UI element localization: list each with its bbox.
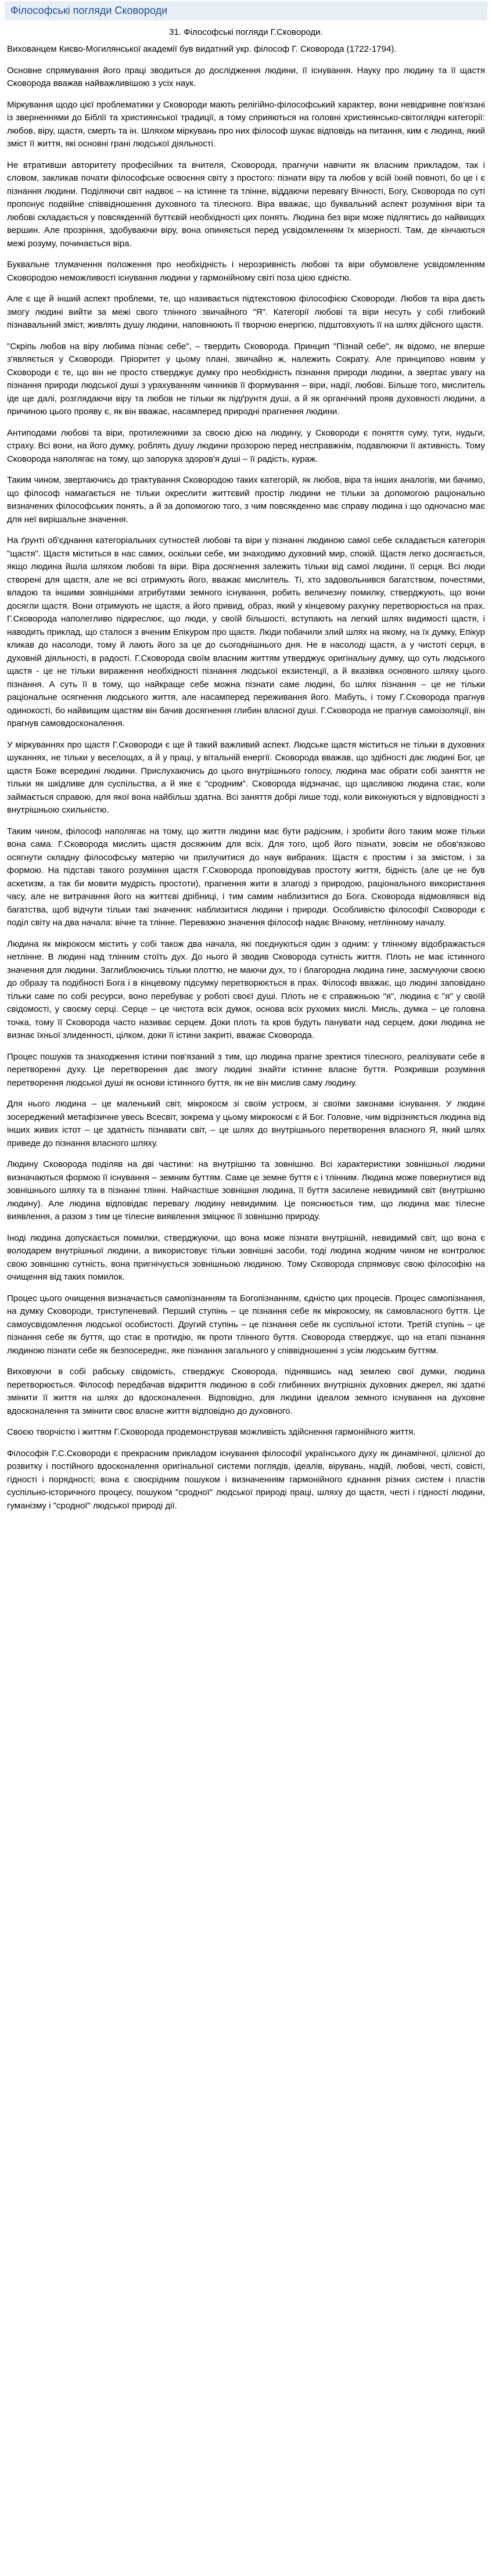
paragraph: Міркування щодо цієї проблематики у Сковороди мають релігійно-філософський характер, вони невідривне пов'язані із зверненнями до Біблії та християнської традиції, а тому сприяються на головні християнсько-світоглядні категорії: любов, віру, щастя, смерть та ін. Шляхом міркувань про них філософ шукає відповідь на питання, ким є людина, який зміст її життя, які основні грані людської діяльності. [7,99,485,149]
paragraph: У міркуваннях про щастя Г.Сковороди є ще й такий важливий аспект. Людське щастя міститься не тільки в духовних шуканнях, не тільки у веселощах, а й у праці, у вітальній енергії. Сковорода вважав, що здібності дає людині Бог, це щастя Боже всередині людини. Прислухаючись до цього внутрішнього голосу, людина має обрати собі заняття не тільки як шкідливе для суспільства, а й яке є "сродним". Сковорода відзначає, що щасливою людина стає, коли займається справою, для якої вона найбільш здатна. Всі заняття добрі лише тоді, коли виконуються у відповідності з внутрішньою схильністю. [7,739,485,815]
paragraph: Філософія Г.С.Сковороди є прекрасним прикладом існування філософії українського духу як динамічної, цілісної до розвитку і постійного вдосконалення оригінальної системи поглядів, ідеалів, вірувань, надій, любові, честі, совісті, гідності і порядності; вона є своєрідним пошуком і визначенням гармонійного єднання різних систем і пластів суспільно-історичного процесу, пошуком "сродної" людської природі праці, шляху до щастя, честі і гідності людини, гуманізму і "сродної" людської природі дії. [7,1448,485,1511]
paragraph: Основне спрямування його праці зводиться до дослідження людини, її існування. Науку про людину та її щастя Сковорода вважав найважливішою з усіх наук. [7,65,485,88]
paragraph: На ґрунті об'єднання категоріальних сутностей любові та віри у пізнанні людиною самої себе складається категорія "щастя". Щастя міститься в нас самих, оскільки себе, ми знаходимо духовний мир, спокій. Щастя легко досягається, якщо людина йшла шляхом любові та віри. Віра досягнення залежить тільки від самої людини, її серця. Всі люди створені для щастя, але не всі отримують його, вважає мислитель. Ті, хто задовольнився багатством, почестями, владою та іншими зовнішніми атрибутами земного існування, робить величезну помилку, стверджують, що вони досягли щастя. Вони отримують не щастя, а його привид, образ, який у кінцевому рахунку перетворюється на прах. Г.Сковорода наполегливо підкреслює, що люди, у своїй більшості, вступають на легкий шлях видимості щастя, і наводить приклад, що сталося з вченим Епікуром про щастя. Люди побачили злий шлях на якому, на їх думку, Епікур кликав до насолоди, тому й лають його за це до сьогоднішнього дня. Не в насолоді щастя, а у чистоті серця, в духовній діяльності, в радості. Г.Сковорода своїм власним життям утверджує оригінальну думку, що суть людського щастя - це не тільки вираження необхідності пізнання людської екзистенції, а й вказівка основного шляху цього пізнання. А суть її в тому, що найкраще себе можна пізнати саме людині, бо шлях пізнання – це не тільки раціональне осягнення людського життя, але насамперед переживання його. Мабуть, і тому Г.Сковорода прагнув одинокості, бо найвищим щастям він бачив досягнення глибин власної душі. Г.Сковорода не прагнув самоізоляції, він прагнув самовдосконалення. [7,536,485,728]
paragraph: Таким чином, звертаючись до трактування Сковородою таких категорій, як любов, віра та інших аналогів, ми бачимо, що філософ намагається не тільки окреслити життєвий простір людини не тільки за допомогою раціонально визначених філософських понять, а й за допомогою того, з чим повсякденно має справу людина і що одночасно має для неї вирішальне значення. [7,475,485,524]
paragraph: Не втративши авторитету професійних та вчителя, Сковорода, прагнучи навчити як власним прикладом, так і словом, закликав почати філософське освоєння світу з простого: пізнати віру та любов у всій їхній повноті, бо це і є пізнання людини. Поділяючи світ надвоє – на істинне та тлінне, віддаючи перевагу Вічності, Богу, Сковорода по суті пропонує подвійне співвідношення духовного та тілесного. Віра вважає, що буквальний аспект розуміння віри та любові складається у повсякденній буттєвій необхідності цих понять. Людина без віри може підлягтись до найвищих вершин. Але прозріння, здобуваючи віру, вона опиняється перед усвідомленням їх мізерності. Там, де кінчаються межі розуму, починається віра. [7,160,485,249]
paragraph: Для нього людина – це маленький світ, мікрокосм зі своїм устроєм, зі своїми законами існування. У людині зосереджений метафізичне увесь Всесвіт, зокрема у цьому мікрокосмі є й Бог. Головне, чим відрізняється людина від інших живих істот – це здатність пізнавати світ, – це шлях до внутрішнього перетворення власного Я, який шлях приведе до пізнання власного шляху. [7,1099,485,1148]
page [0,1,492,1512]
document-body [5,20,487,1512]
paragraph: Людина як мікрокосм містить у собі також два начала, які поєднуються один з одним: у тлінному відображається нетлінне. В людині над тлінним стоїть дух. До нього й зводив Сковорода сутність життя. Плоть не має істинного значення для людини. Заглиблюючись тільки плоттю, не маючи дух, то і благородна людина гине, засмучуючи своєю до образу та подібності Бога і в кінцевому підсумку перетворюється в прах. Філософ вважає, що людині заповідано тільки саме по собі ресурси, воно перебуває у роботі своєї душі. Плоть не є справжньою "я", людина є "я" у своїй свідомості, у своєму серці. Серце – це чистота всіх думок, основа всіх рухомих мислі. Мисль, думка – це головна точка, тому її Сковорода часто називає серцем. Доки плоть та кров будуть панувати над серцем, доки людина не визнає їхньої злиденності, цілком, доки її істини закриті, вважає Сковорода. [7,939,485,1040]
paragraph: Своєю творчістю і життям Г.Сковорода продемонстрував можливість здійснення гармонійного життя. [7,1427,416,1437]
paragraph: Процес пошуків та знаходження істини пов'язаний з тим, що людина прагне зректися тілесного, реалізувати себе в перетворенні духу. Це перетворення дає змогу людині знайти істинне власне буття. Розкривши розуміння перетворення людської душі як основи істинного буття, як не він мислив саму людину. [7,1051,485,1088]
paragraph: Антиподами любові та віри, протилежними за своєю дією на людину, у Сковороди є поняття суму, туги, нудьги, страху. Всі вони, на його думку, роблять душу людини прозорою перед несправжнім, подавлюючи її активність. Тому Сковорода наполягає на тому, що запорука здоров'я душі – її радість, кураж. [7,427,485,464]
document-subtitle: 31. Філософські погляди Г.Сковороди. [169,27,323,37]
paragraph: Іноді людина допускається помилки, стверджуючи, що вона може пізнати внутрішній, невидимий світ, що вона є володарем внутрішньої людини, а використовує тільки зовнішні засоби, тоді людина жодним чином не контролює свою зовнішню сутність, вона пригнічується зовнішньою людиною. Тому Сковорода спрямовує свою філософію на очищення від таких помилок. [7,1233,485,1282]
paragraph: Вихованцем Києво-Могилянської академії був видатний укр. філософ Г. Сковорода (1722-1794). [7,44,397,54]
paragraph: Виховуючи в собі рабську свідомість, стверджує Сковорода, піднявшись над землею свої думки, людина перетворюється. Філософ передбачав відкриття людиною в собі глибинних внутрішніх духовних джерел, які здатні змінити її життя на шлях до вдосконалення. Відповідно, для людини ідеалом земного існування на духовне вдосконалення та змінити своє власне життя відповідно до духовного. [7,1367,485,1416]
paragraph: Але є ще й інший аспект проблеми, те, що називається підтекстовою філософією Сковороди. Любов та віра даєть змогу людині вийти за межі свого тлінного звичайного "Я". Категорії любові та віри несуть у собі глибокий пізнавальний зміст, живлять душу людини, наповнюють її творчою енергією, підштовхують її на шлях дійсного щастя. [7,294,485,330]
paragraph: Таким чином, філософ наполягає на тому, що життя людини має бути радісним, і зробити його таким може тільки вона сама. Г.Сковорода мислить щастя досяжним для всіх. Для того, щоб його пізнати, зовсім не обов'язково осягнути складну філософську матерію чи прилучитися до наук вибраних. Щастя є простим і за змістом, і за формою. На підставі такого розуміння щастя Г.Сковорода проповідував простоту життя, бідність (але це не був аскетизм, а так би мовити мудрість простоти), прагнення жити в злагоді з природою, раціонального використання часу, але не витрачання його на життєві дрібниці, і тим самим наблизитися до Бога. Сковорода відмовлявся від багатства, щоб відчути тільки такі значення: наблизитися людини і природи. Особливістю філософії Сковороди є поділ світу на два начала: вічне та тлінне. Переважно значення філософ надає Вічному, нетлінному началу. [7,826,485,928]
paragraph: Процес цього очищення визначається самопізнанням та Богопізнанням, єдністю цих процесів. Процес самопізнання, на думку Сковороди, триступеневий. Перший ступінь – це пізнання себе як мікрокосму, як самовласного буття. Це самоусвідомлення людської особистості. Другий ступінь – це пізнання себе як суспільної істоти. Третій ступінь – це пізнання себе як буття, що стає в протидію, як проти тлінного буття. Сковорода стверджує, що на етапі пізнання людиною пізнати себе як безпосереднє, яке пізнання загального у співвідношенні з усім людським буттям. [7,1293,485,1356]
paragraph: "Скріпь любов на віру любима пізнає себе", – твердить Сковорода. Принцип "Пізнай себе", як відомо, не вперше з'являється у Сковороди. Пріоритет у цьому плані, звичайно ж, належить Сократу. Але принципово новим у Сковороди є те, що він не просто стверджує думку про необхідність пізнання природи людини, а звертає увагу на пізнання природи людської душі з урахуванням чинників її формування – віри, надії, любові. Більше того, мислитель іде ще далі, розглядаючи віру та любов не тільки як підґрунтя душі, а й як органічний прояв духовності людини, а причиною цього прояву є, як він вважає, насамперед природні прагнення людини. [7,341,485,416]
paragraph: Людину Сковорода поділяв на дві частини: на внутрішню та зовнішню. Всі характеристики зовнішньої людини визначаються формою її існування – земним буттям. Саме це земне буття є і тлінним. Людина може повернутися від зовнішнього шляху та в пізнанні тлінні. Найчастіше зовнішня людина, її буття засилене невидимий світ (внутрішню людину). Але людина відповідає перевагу людину невидимим. Це пояснюється тим, що людина має тілесне виявлення, а разом з тим це тілесне виявлення зміцнює її зовнішню природу. [7,1159,485,1221]
page-title: Філософські погляди Сковороди [10,5,168,16]
paragraph: Буквальне тлумачення положення про необхідність і нерозривність любові та віри обумовлене усвідомленням Сковородою неможливості існування людини у гармонійному світі поза цією єдністю. [7,260,485,283]
title-bar [5,1,487,20]
